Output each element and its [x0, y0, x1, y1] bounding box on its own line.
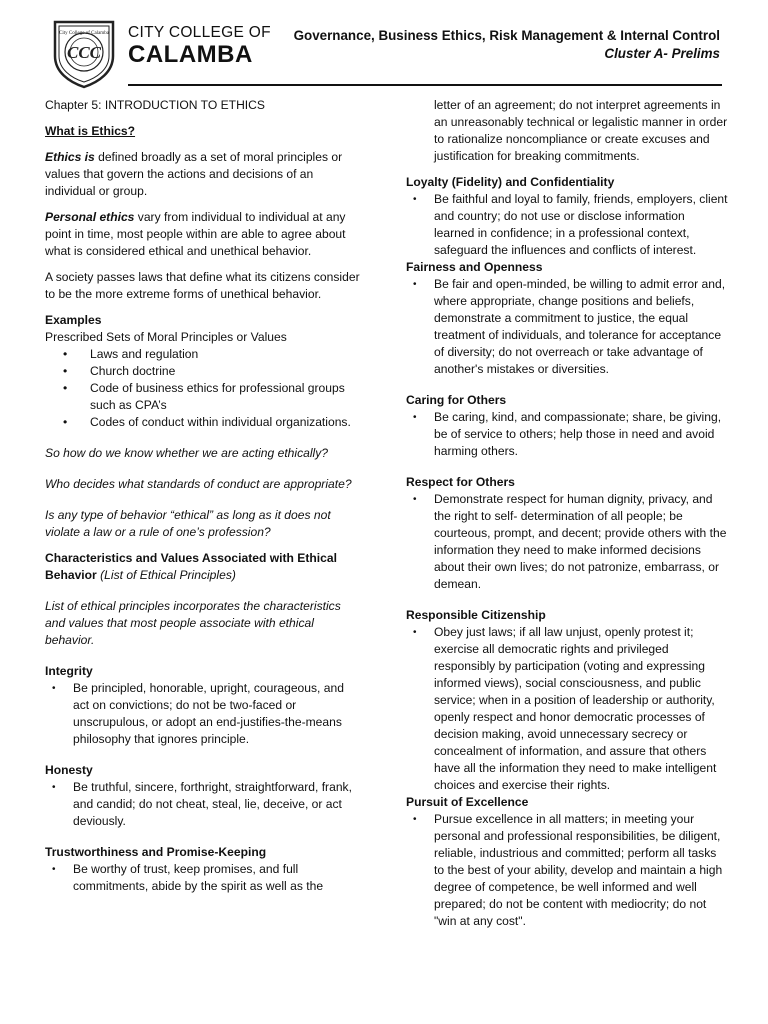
honesty-text: • Be truthful, sincere, forthright, straightforward, frank, and candid; do not cheat, steal, lie, deceive, or act deviously. [45, 779, 363, 830]
respect-heading: Respect for Others [406, 475, 515, 489]
characteristics-sub: (List of Ethical Principles) [96, 568, 236, 582]
citizenship-heading: Responsible Citizenship [406, 608, 546, 622]
examples-heading: Examples [45, 313, 102, 327]
excellence-heading: Pursuit of Excellence [406, 795, 529, 809]
trustworthiness-continued: letter of an agreement; do not interpret agreements in an unreasonably technical or legalistic manner in order to rationalize noncompliance or create excuses and justification for breaking commitments. [434, 98, 728, 163]
question-1: So how do we know whether we are acting ethically? [45, 446, 329, 460]
ethics-rest: defined broadly as a set of moral principles or values that govern the actions and decisions of an individual or group. [45, 150, 343, 198]
list-item: • Codes of conduct within individual organizations. [45, 414, 363, 431]
fairness-text: • Be fair and open-minded, be willing to admit error and, where appropriate, change positions and beliefs, demonstrate a commitment to justice, the equal treatment of individuals, and tolerance for acceptance of diversity; do not overreach or take advantage of another's mistakes or diversities. [406, 276, 728, 378]
caring-heading: Caring for Others [406, 393, 507, 407]
right-column [406, 97, 728, 930]
respect-text: • Demonstrate respect for human dignity, privacy, and the right to self- determination of all people; be courteous, prompt, and decent; provide others with the information they need to make informed decisions about their own lives; do not patronize, embarrass, or demean. [406, 491, 728, 593]
citizenship-text: • Obey just laws; if all law unjust, openly protest it; exercise all democratic rights and privileged responsibly by participation (voting and expressing informed views), social consciousness, and public service; when in a position of leadership or authority, openly respect and honor democratic processes of decision making, avoid unnecessary secrecy or concealment of information, and assure that others have all the information they need to make intelligent choices and exercise their rights. [406, 624, 728, 794]
list-item: • Church doctrine [45, 363, 363, 380]
chapter-title: Chapter 5: INTRODUCTION TO ETHICS [45, 98, 265, 112]
course-title: Governance, Business Ethics, Risk Management & Internal Control [293, 28, 720, 43]
characteristics-heading [45, 550, 363, 584]
what-is-ethics-heading: What is Ethics? [45, 124, 136, 138]
personal-ethics [45, 209, 363, 260]
list-item: • Code of business ethics for professional groups such as CPA’s [45, 380, 363, 414]
trustworthiness-text: • Be worthy of trust, keep promises, and full commitments, abide by the spirit as well as the [45, 861, 363, 895]
logo-ring-text: City College of Calamba [59, 31, 109, 36]
excellence-text: • Pursue excellence in all matters; in meeting your personal and professional responsibilities, be diligent, reliable, industrious and committed; perform all tasks to the best of your ability, develop and maintain a high degree of competence, be well informed and well prepared; do not be content with mediocrity; do not "win at any cost". [406, 811, 728, 930]
list-item: • Laws and regulation [45, 346, 363, 363]
honesty-heading: Honesty [45, 763, 93, 777]
trustworthiness-heading: Trustworthiness and Promise-Keeping [45, 845, 267, 859]
college-name-main: CALAMBA [128, 41, 253, 68]
fairness-heading: Fairness and Openness [406, 260, 543, 274]
personal-lead: Personal ethics [45, 210, 135, 224]
question-2: Who decides what standards of conduct are appropriate? [45, 477, 352, 491]
college-name-top: CITY COLLEGE OF [128, 24, 271, 41]
loyalty-heading: Loyalty (Fidelity) and Confidentiality [406, 175, 615, 189]
cluster-label: Cluster A- Prelims [604, 46, 720, 61]
society-paragraph: A society passes laws that define what its citizens consider to be the more extreme forms of unethical behavior. [45, 270, 360, 301]
personal-rest: vary from individual to individual at any point in time, most people within are able to agree about what is considered ethical and unethical behavior. [45, 210, 346, 258]
characteristics-title: Characteristics and Values Associated with Ethical Behavior [45, 551, 337, 582]
examples-list [45, 346, 363, 431]
ethics-lead: Ethics is [45, 150, 95, 164]
examples-subheading: Prescribed Sets of Moral Principles or Values [45, 330, 287, 344]
question-3: Is any type of behavior “ethical” as long as it does not violate a law or a rule of one’s profession? [45, 508, 331, 539]
header-divider [128, 84, 722, 86]
page-header [0, 0, 768, 92]
ethics-definition [45, 149, 363, 200]
caring-text: • Be caring, kind, and compassionate; share, be giving, be of service to others; help those in need and avoid harming others. [406, 409, 728, 460]
left-column [45, 97, 363, 895]
integrity-text: • Be principled, honorable, upright, courageous, and act on convictions; do not be two-faced or unscrupulous, or adopt an end-justifies-the-means philosophy that ignores principle. [45, 680, 363, 748]
list-intro: List of ethical principles incorporates the characteristics and values that most people associate with ethical behavior. [45, 599, 341, 647]
college-logo-icon [47, 16, 121, 90]
loyalty-text: • Be faithful and loyal to family, friends, employers, client and country; do not use or disclose information learned in confidence; in a professional context, safeguard the influences and conflicts of interest. [406, 191, 728, 259]
integrity-heading: Integrity [45, 664, 93, 678]
logo-letters: CCC [66, 43, 102, 62]
